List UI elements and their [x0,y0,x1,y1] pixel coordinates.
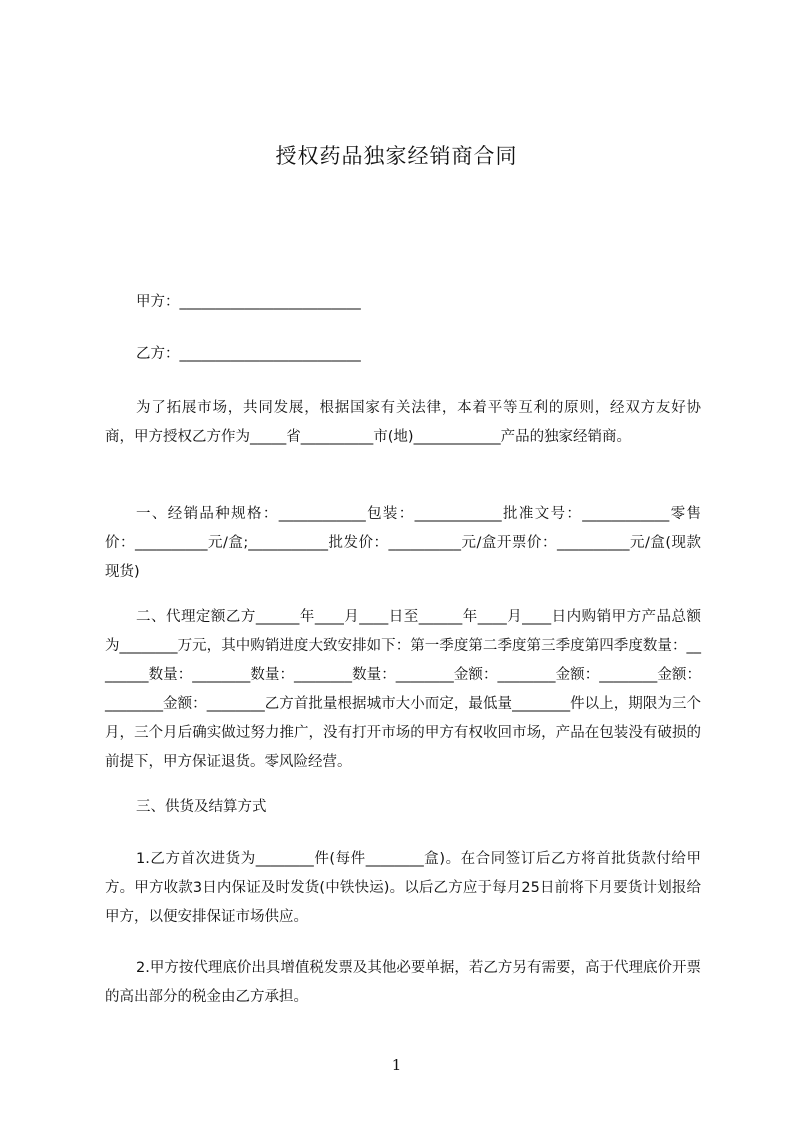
intro-paragraph: 为了拓展市场，共同发展，根据国家有关法律，本着平等互利的原则，经双方友好协商，甲方授权乙方作为_____省__________市(地)____________产品的独家经销商。 [105,400,701,445]
item-1-paragraph: 1.乙方首次进货为________件(每件________盒)。在合同签订后乙方将首批货款付给甲方。甲方收款3日内保证及时发货(中铁快运)。以后乙方应于每月25日前将下月要货计划报给甲方，以便安排保证市场供应。 [105,851,701,925]
section-1-paragraph: 一、经销品种规格：____________包装：____________批准文号：____________零售价：__________元/盒;___________批发价：__________元/盒开票价：__________元/盒(现款现货) [105,506,701,580]
page-number: 1 [391,1056,402,1074]
item-2-paragraph: 2.甲方按代理底价出具增值税发票及其他必要单据，若乙方另有需要，高于代理底价开票的高出部分的税金由乙方承担。 [105,960,701,1005]
party-a-line: 甲方：_________________________ [136,294,361,310]
party-b-line: 乙方：_________________________ [136,346,361,362]
section-3-heading: 三、供货及结算方式 [136,799,267,815]
document-title: 授权药品独家经销商合同 [275,144,518,168]
section-2-paragraph: 二、代理定额乙方______年____月____日至______年____月____日内购销甲方产品总额为________万元，其中购销进度大致安排如下：第一季度第二季度第三季度第四季度数量：________数量：________数量：________数量：________金额：________金额：________金额：________金额：________乙方首批量根据城市大小而定，最低量________件以上，期限为三个月，三个月后确实做过努力推广，没有打开市场的甲方有权收回市场，产品在包装没有破损的前提下，甲方保证退货。零风险经营。 [105,609,701,770]
